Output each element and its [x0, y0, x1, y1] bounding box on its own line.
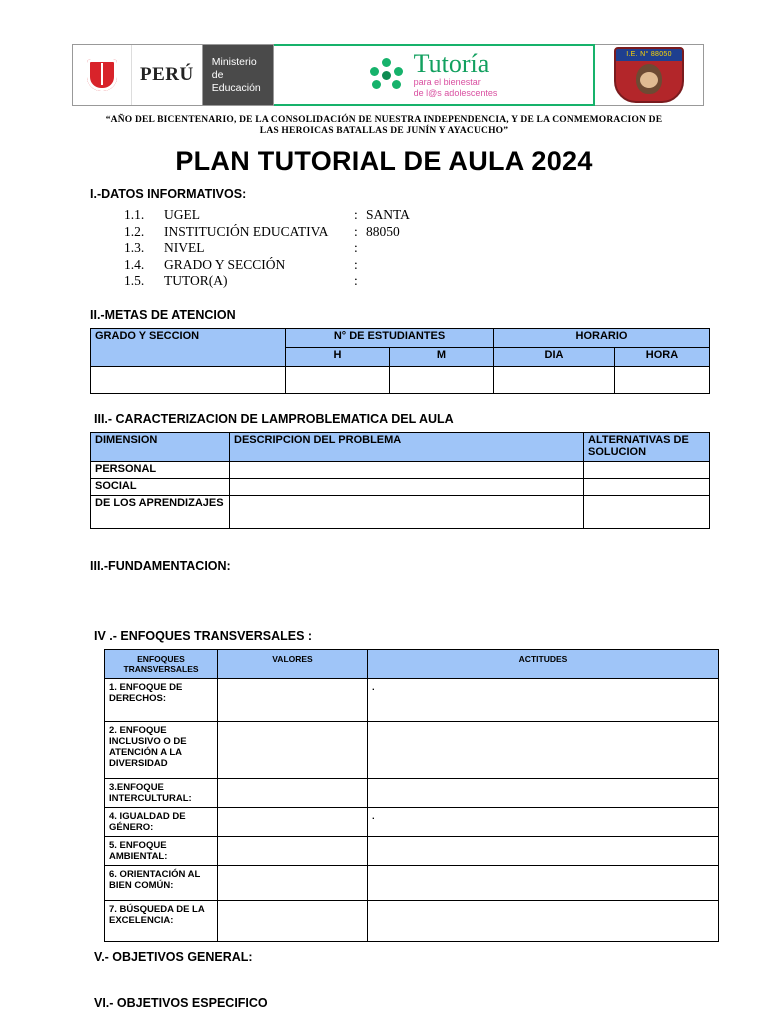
cell-dimension: SOCIAL	[91, 478, 230, 495]
item-label: NIVEL	[164, 240, 205, 255]
header-banner	[72, 44, 704, 106]
cell-actitudes[interactable]	[368, 836, 719, 865]
th-num-estudiantes: N° DE ESTUDIANTES	[286, 328, 494, 347]
table-header-row	[91, 432, 710, 461]
th-alternativas: ALTERNATIVAS DE SOLUCION	[584, 432, 710, 461]
section-heading-enfoques: IV .- ENFOQUES TRANSVERSALES :	[94, 628, 313, 643]
item-colon: :	[354, 256, 358, 272]
cell-valores[interactable]	[218, 865, 368, 900]
school-crest-label: I.E. N° 88050	[616, 49, 682, 61]
item-label: TUTOR(A)	[164, 273, 228, 288]
table-row	[91, 478, 710, 495]
ministry-line-2: de Educación	[211, 68, 261, 94]
cell-descripcion[interactable]	[230, 478, 584, 495]
th-h: H	[286, 347, 390, 366]
table-row	[91, 366, 710, 393]
peru-coat-of-arms-icon	[73, 45, 132, 105]
section-heading-datos: I.-DATOS INFORMATIVOS:	[90, 187, 247, 201]
page-title: PLAN TUTORIAL DE AULA 2024	[175, 146, 593, 176]
cell-valores[interactable]	[218, 721, 368, 778]
school-crest-icon	[614, 47, 684, 103]
peru-label: PERÚ	[140, 64, 194, 85]
cell-h[interactable]	[286, 366, 390, 393]
metas-table	[90, 328, 710, 394]
cell-descripcion[interactable]	[230, 495, 584, 528]
ministry-line-1: Ministerio	[211, 55, 257, 68]
cell-actitudes[interactable]: .	[368, 678, 719, 721]
cell-actitudes[interactable]: .	[368, 807, 719, 836]
table-row	[105, 836, 719, 865]
item-colon: :	[354, 207, 358, 222]
section-heading-fundamentacion: III.-FUNDAMENTACION:	[90, 558, 231, 573]
peru-ministry-logo	[72, 44, 274, 106]
cell-valores[interactable]	[218, 900, 368, 941]
item-label: GRADO Y SECCIÓN	[164, 256, 286, 272]
item-label: INSTITUCIÓN EDUCATIVA	[164, 223, 329, 239]
th-grado-seccion: GRADO Y SECCION	[91, 328, 286, 366]
objetivos-general-blank-area[interactable]	[52, 966, 716, 996]
th-horario: HORARIO	[494, 328, 710, 347]
list-item	[124, 224, 716, 241]
th-actitudes: ACTITUDES	[368, 649, 719, 678]
item-number: 1.3.	[124, 240, 145, 255]
caracterizacion-table	[90, 432, 710, 529]
cell-actitudes[interactable]	[368, 778, 719, 807]
datos-informativos-list	[124, 207, 716, 290]
item-number: 1.4.	[124, 256, 145, 272]
th-m: M	[390, 347, 494, 366]
cell-enfoque: 4. IGUALDAD DE GÉNERO:	[105, 807, 218, 836]
table-row	[105, 778, 719, 807]
cell-hora[interactable]	[615, 366, 710, 393]
item-value: SANTA	[366, 207, 410, 222]
cell-enfoque: 6. ORIENTACIÓN AL BIEN COMÚN:	[105, 865, 218, 900]
cell-alternativas[interactable]	[584, 478, 710, 495]
item-value: 88050	[366, 223, 400, 239]
item-number: 1.5.	[124, 273, 145, 288]
table-header-row	[105, 649, 719, 678]
section-heading-caracterizacion: III.- CARACTERIZACION DE LAMPROBLEMATICA DEL AULA	[94, 411, 454, 426]
tutoria-title: Tutoría	[413, 49, 490, 78]
cell-dimension: DE LOS APRENDIZAJES	[91, 495, 230, 528]
cell-enfoque: 7. BÚSQUEDA DE LA EXCELENCIA:	[105, 900, 218, 941]
list-item	[124, 240, 716, 257]
cell-actitudes[interactable]	[368, 900, 719, 941]
th-enfoques: ENFOQUES TRANSVERSALES	[105, 649, 218, 678]
cell-enfoque: 1. ENFOQUE DE DERECHOS:	[105, 678, 218, 721]
cell-valores[interactable]	[218, 807, 368, 836]
cell-alternativas[interactable]	[584, 461, 710, 478]
ministry-block	[202, 45, 273, 105]
item-colon: :	[354, 273, 358, 288]
th-valores: VALORES	[218, 649, 368, 678]
list-item	[124, 273, 716, 290]
cell-actitudes[interactable]	[368, 865, 719, 900]
enfoques-transversales-table	[104, 649, 719, 942]
cell-dimension: PERSONAL	[91, 461, 230, 478]
tutoria-dots-icon	[370, 58, 404, 92]
school-crest	[595, 44, 704, 106]
tutoria-subtitle-1: para el bienestar	[413, 77, 481, 87]
item-colon: :	[354, 240, 358, 255]
tutoria-logo	[274, 44, 595, 106]
table-row	[105, 900, 719, 941]
th-dia: DIA	[494, 347, 615, 366]
table-row	[105, 807, 719, 836]
cell-grado-seccion[interactable]	[91, 366, 286, 393]
th-dimension: DIMENSION	[91, 432, 230, 461]
cell-m[interactable]	[390, 366, 494, 393]
table-header-row	[91, 328, 710, 347]
list-item	[124, 257, 716, 274]
cell-descripcion[interactable]	[230, 461, 584, 478]
item-label: UGEL	[164, 207, 200, 222]
table-row	[91, 461, 710, 478]
cell-dia[interactable]	[494, 366, 615, 393]
section-heading-objetivos-especifico: VI.- OBJETIVOS ESPECIFICO	[94, 995, 268, 1010]
item-colon: :	[354, 223, 358, 239]
item-number: 1.2.	[124, 223, 145, 239]
item-number: 1.1.	[124, 207, 145, 222]
table-row	[105, 865, 719, 900]
cell-valores[interactable]	[218, 778, 368, 807]
cell-valores[interactable]	[218, 836, 368, 865]
fundamentacion-blank-area[interactable]	[52, 575, 716, 629]
table-row	[91, 495, 710, 528]
year-epigraph: “AÑO DEL BICENTENARIO, DE LA CONSOLIDACIÓN DE NUESTRA INDEPENDENCIA, Y DE LA CONMEMORACION DE LAS HEROICAS BATALLAS DE JUNÍN Y AYACUCHO”	[105, 115, 663, 136]
cell-valores[interactable]	[218, 678, 368, 721]
cell-enfoque: 2. ENFOQUE INCLUSIVO O DE ATENCIÓN A LA DIVERSIDAD	[105, 721, 218, 778]
list-item	[124, 207, 716, 224]
th-descripcion: DESCRIPCION DEL PROBLEMA	[230, 432, 584, 461]
section-heading-objetivos-general: V.- OBJETIVOS GENERAL:	[94, 949, 253, 964]
table-row	[105, 678, 719, 721]
cell-alternativas[interactable]	[584, 495, 710, 528]
th-hora: HORA	[615, 347, 710, 366]
section-heading-metas: II.-METAS DE ATENCION	[90, 307, 236, 322]
cell-enfoque: 5. ENFOQUE AMBIENTAL:	[105, 836, 218, 865]
cell-actitudes[interactable]	[368, 721, 719, 778]
tutoria-subtitle-2: de l@s adolescentes	[413, 88, 498, 98]
table-row	[105, 721, 719, 778]
cell-enfoque: 3.ENFOQUE INTERCULTURAL:	[105, 778, 218, 807]
